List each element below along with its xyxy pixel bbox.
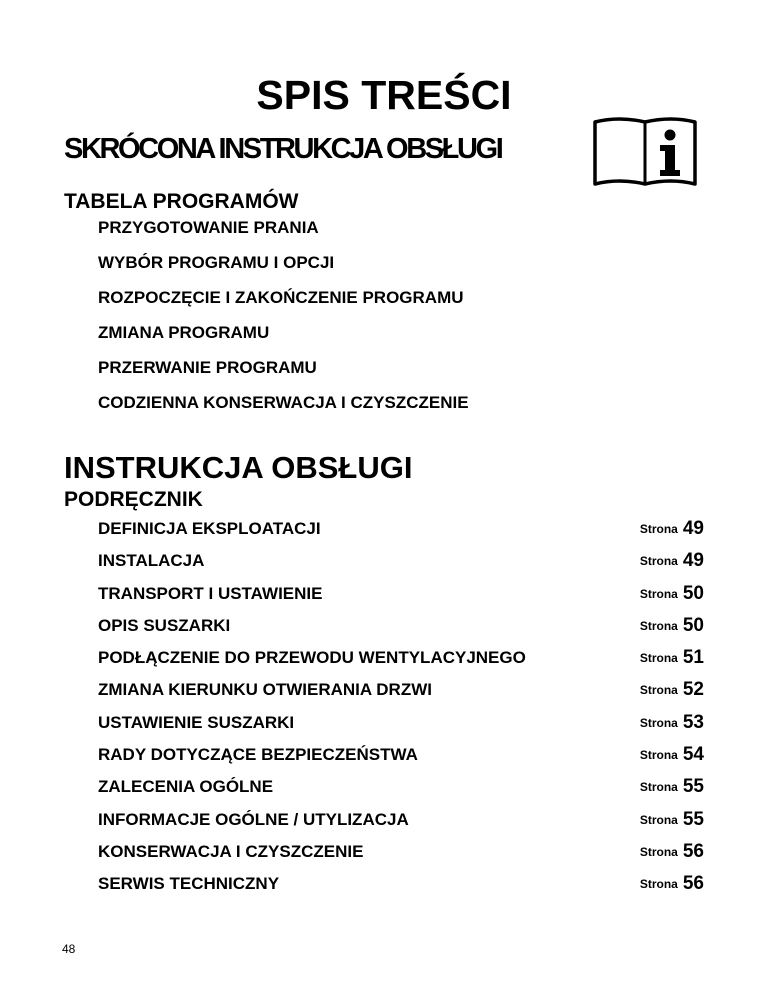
toc-row-title: PODŁĄCZENIE DO PRZEWODU WENTYLACYJNEGO [98,648,526,668]
page-word: Strona [639,618,678,633]
page-number: 50 [682,582,704,604]
toc-row [98,742,704,774]
page-number: 56 [682,873,704,895]
toc-item: ROZPOCZĘCIE I ZAKOŃCZENIE PROGRAMU [98,288,464,307]
toc-row [98,581,704,613]
toc-row-title: SERWIS TECHNICZNY [98,874,280,894]
toc-list [98,516,704,904]
toc-row [98,645,704,677]
toc-row-title: USTAWIENIE SUSZARKI [98,712,295,732]
page-number: 50 [682,614,704,636]
page-number: 51 [682,647,704,669]
toc-row [98,710,704,742]
toc-item: ZMIANA PROGRAMU [98,323,270,342]
page-word: Strona [639,522,678,536]
toc-item: WYBÓR PROGRAMU I OPCJI [98,253,335,272]
page-word: Strona [639,715,678,730]
toc-row-title: RADY DOTYCZĄCE BEZPIECZEŃSTWA [98,745,418,765]
page-word: Strona [639,683,678,698]
toc-item: PRZERWANIE PROGRAMU [98,358,317,377]
toc-row [98,871,704,903]
page-number: 55 [682,776,704,798]
quick-guide-heading: SKRÓCONA INSTRUKCJA OBSŁUGI [64,133,502,165]
toc-row-title: KONSERWACJA I CZYSZCZENIE [98,841,364,861]
page-word: Strona [639,780,678,795]
toc-row-title: TRANSPORT I USTAWIENIE [98,583,323,603]
info-book-icon [592,117,698,189]
toc-row-title: OPIS SUSZARKI [98,615,231,635]
toc-row [98,613,704,645]
page-number: 49 [682,518,704,539]
page-number: 55 [682,808,704,830]
section-handbook-subheading: PODRĘCZNIK [64,488,203,511]
toc-item: PRZYGOTOWANIE PRANIA [98,218,319,237]
page-number: 52 [682,679,704,701]
page-word: Strona [639,586,678,601]
page-number: 53 [682,711,704,733]
toc-row-title: INFORMACJE OGÓLNE / UTYLIZACJA [98,809,409,829]
page-word: Strona [639,651,678,666]
page-number: 49 [682,550,704,572]
page-word: Strona [639,812,678,827]
footer-page-number: 48 [62,942,76,956]
section-programs-heading: TABELA PROGRAMÓW [64,190,299,213]
toc-row [98,774,704,806]
toc-row [98,516,704,548]
toc-row [98,677,704,709]
toc-row-title: DEFINICJA EKSPLOATACJI [98,519,321,538]
toc-row [98,807,704,839]
page-word: Strona [639,844,678,859]
section-manual-heading: INSTRUKCJA OBSŁUGI [64,450,413,485]
page-number: 54 [682,744,704,766]
page-number: 56 [682,840,704,862]
toc-item: CODZIENNA KONSERWACJA I CZYSZCZENIE [98,393,469,412]
page-word: Strona [639,877,678,892]
toc-row-title: ZMIANA KIERUNKU OTWIERANIA DRZWI [98,680,432,700]
page-title: SPIS TREŚCI [256,72,512,118]
page-word: Strona [639,748,678,763]
page-word: Strona [639,554,678,569]
toc-row-title: ZALECENIA OGÓLNE [98,777,274,797]
toc-row-title: INSTALACJA [98,551,205,571]
toc-row [98,839,704,871]
toc-row [98,548,704,580]
